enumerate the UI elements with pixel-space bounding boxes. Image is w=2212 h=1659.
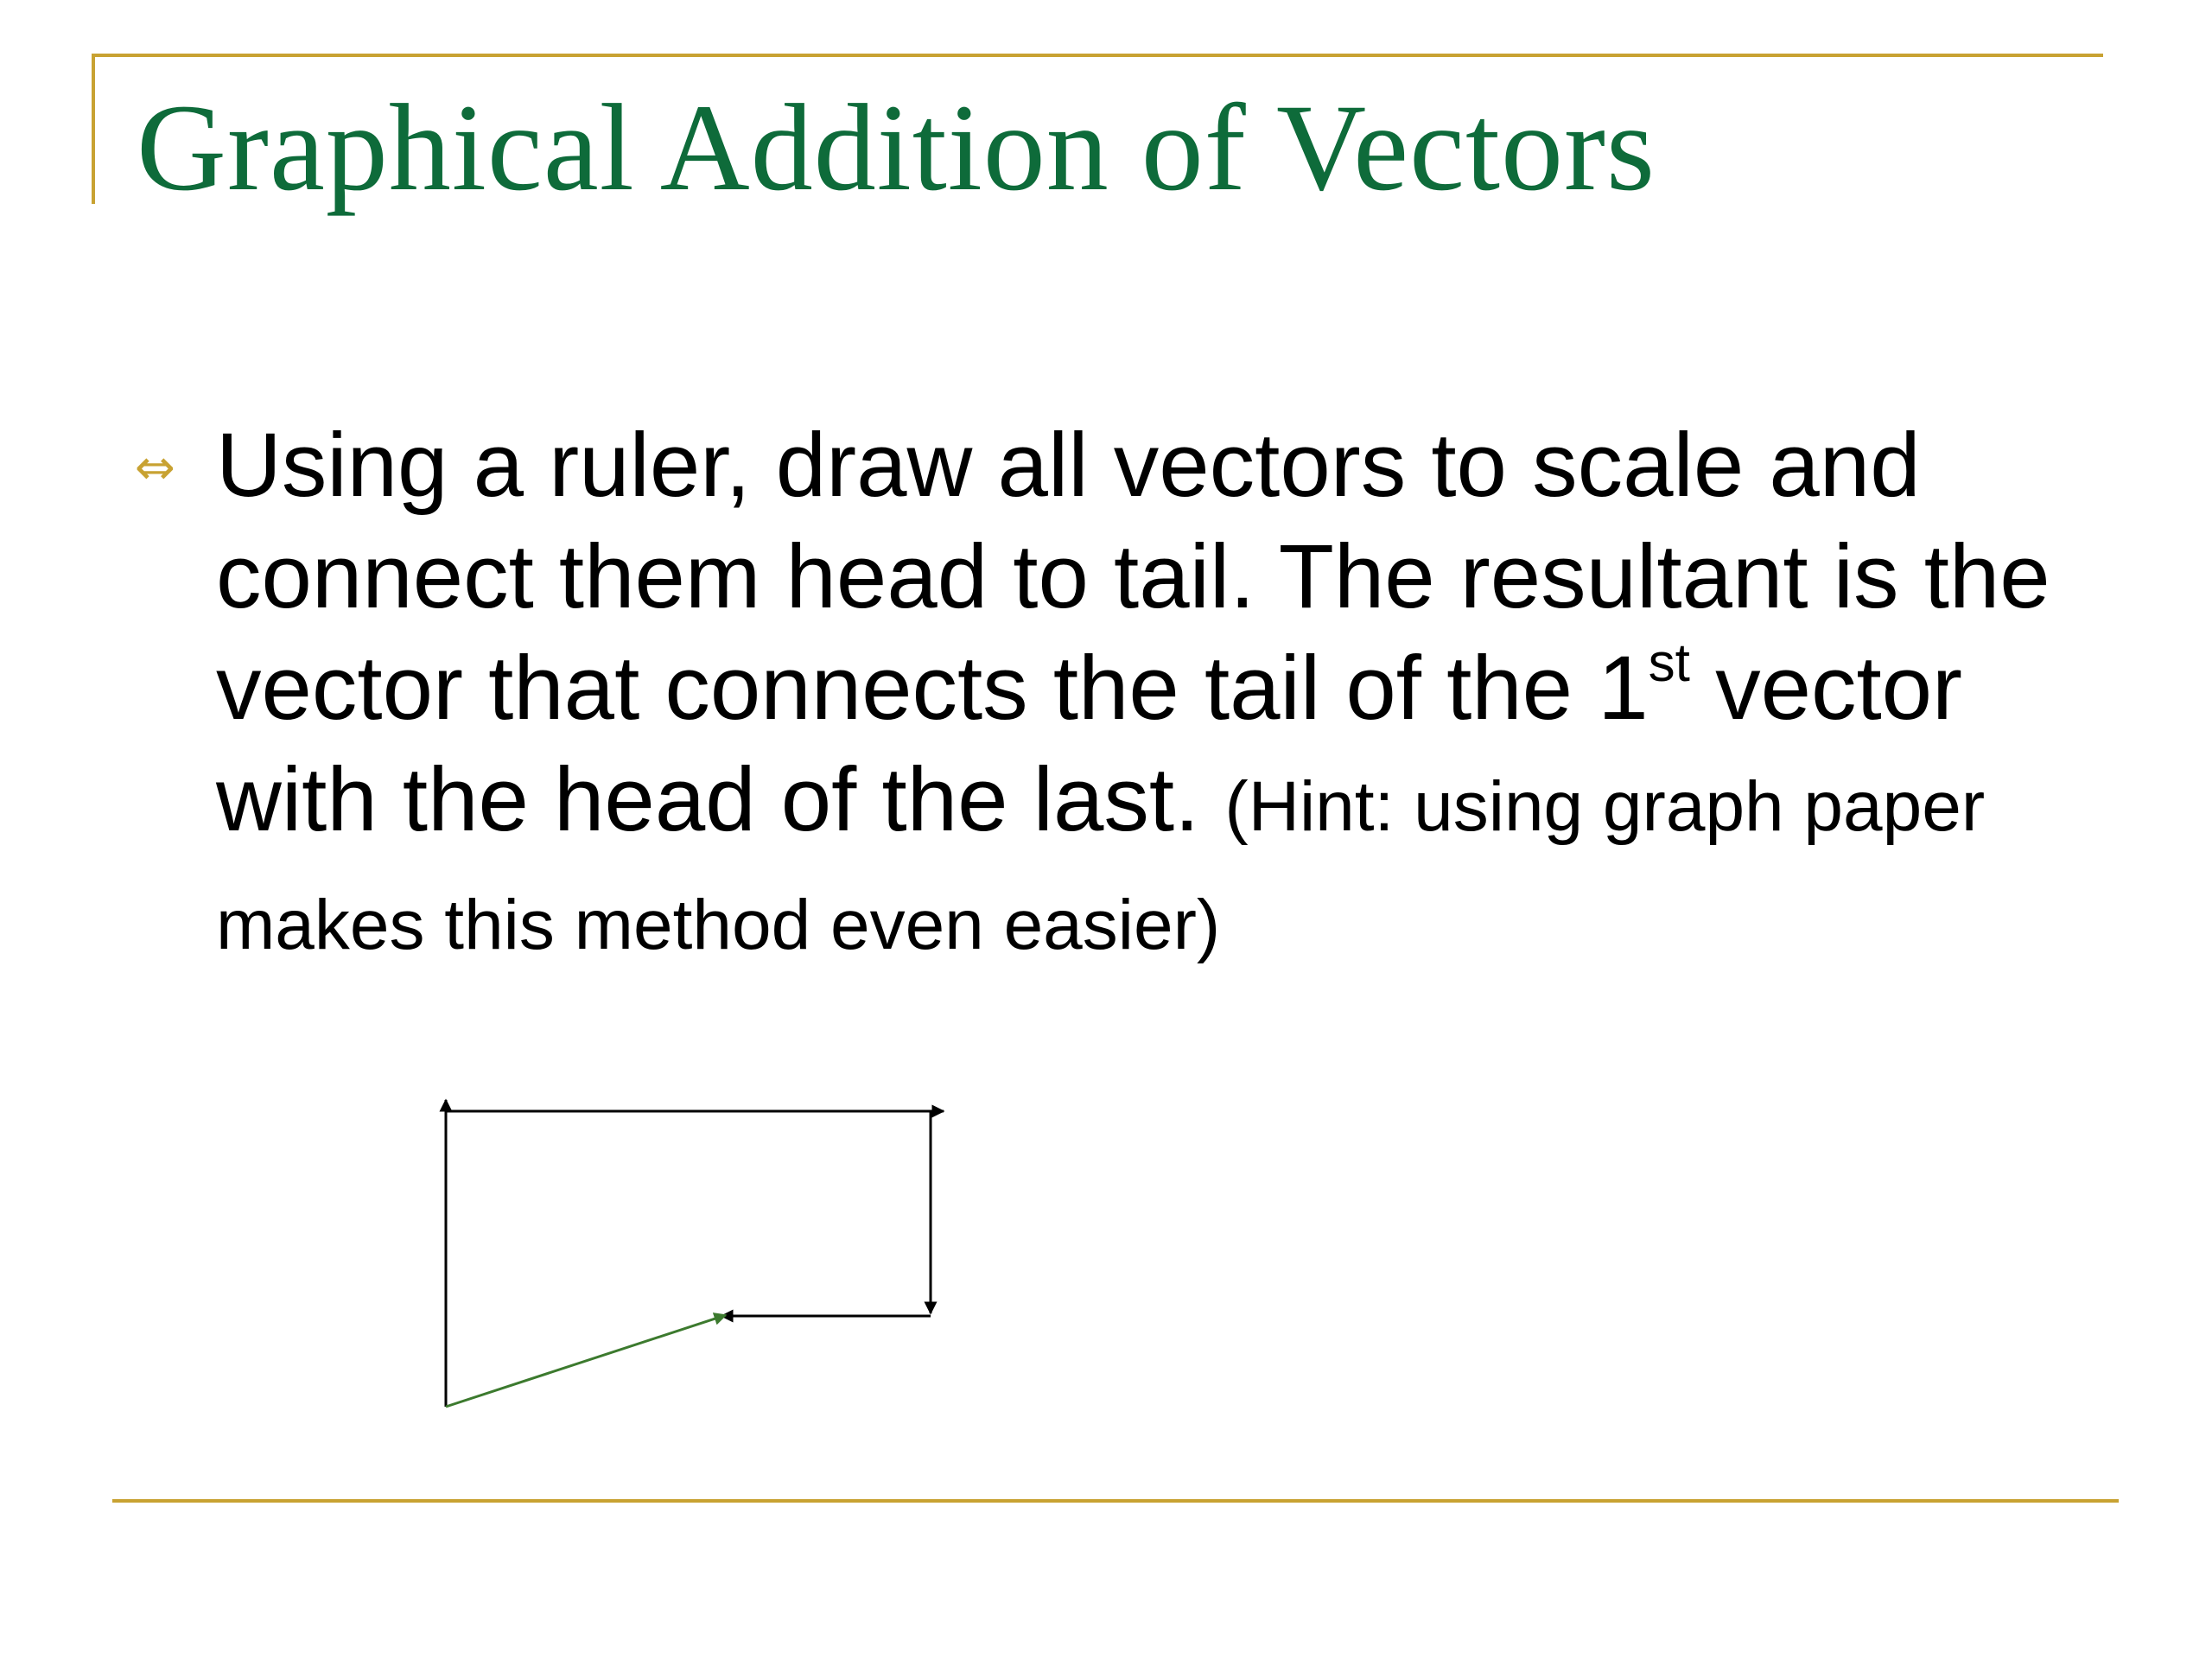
bullet-text <box>216 410 2117 981</box>
slide-title: Graphical Addition of Vectors <box>137 79 1656 217</box>
left-right-arrow-icon: ⇔ <box>135 440 175 496</box>
top-accent-rule <box>92 54 2103 57</box>
bullet-text-part1: Using a ruler, draw all vectors to scale and connect them head to tail. The resultant is the vector that connects the tail of the 1 <box>216 415 2050 739</box>
bottom-accent-rule <box>112 1499 2119 1503</box>
bullet-text-part2: vector with the head of the last. <box>216 638 1962 850</box>
left-accent-rule <box>92 54 95 204</box>
hint-text: (Hint: using graph paper makes this method even easier) <box>216 767 1986 964</box>
ordinal-superscript: st <box>1648 633 1690 693</box>
vector-diagram <box>415 1080 968 1426</box>
resultant-vector-arrow <box>446 1315 726 1407</box>
